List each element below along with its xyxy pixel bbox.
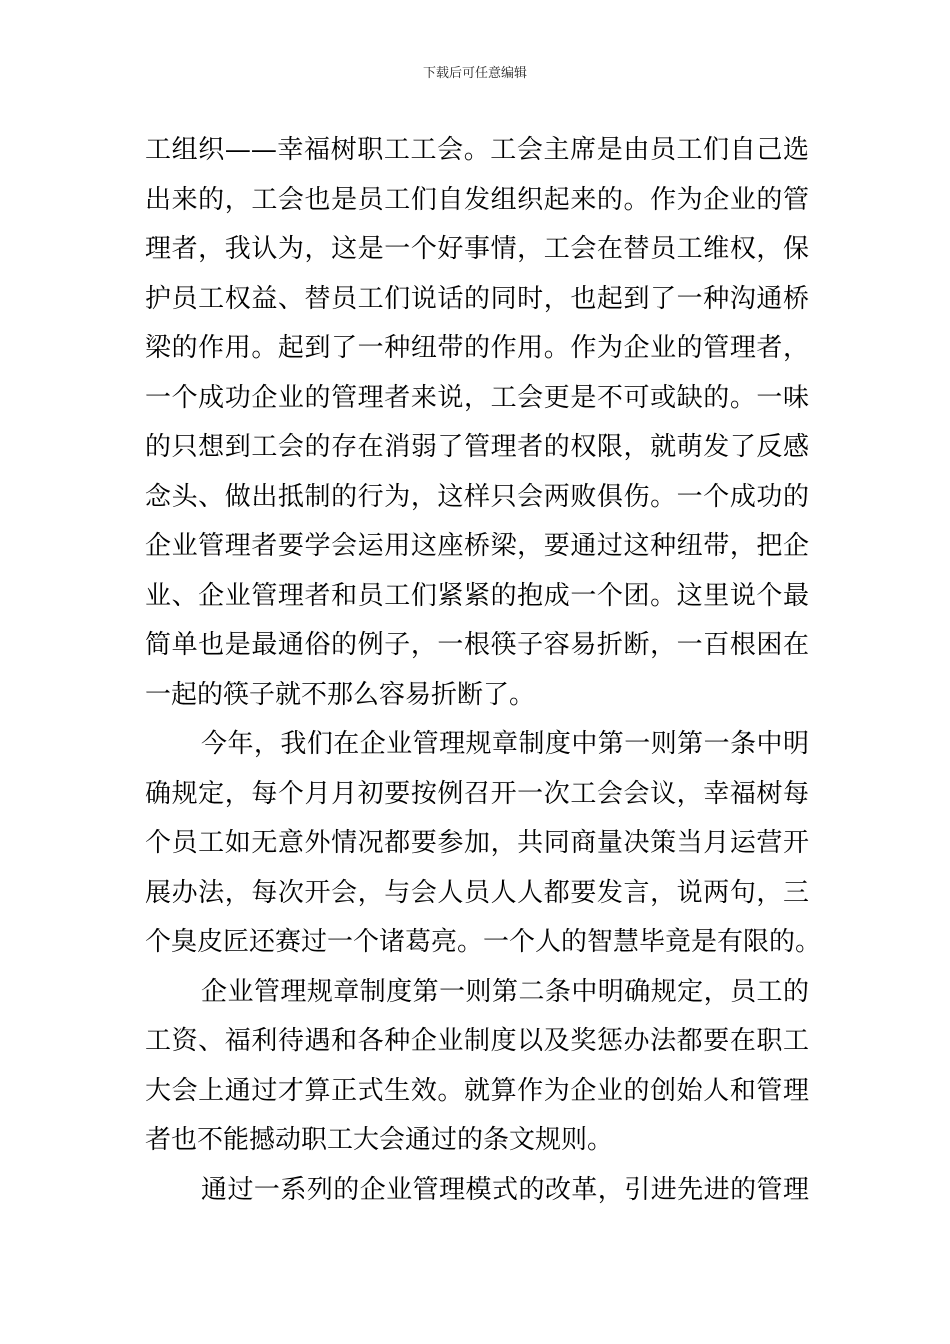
text-line: 梁的作用。起到了一种纽带的作用。作为企业的管理者，	[145, 333, 809, 363]
paragraph-2	[145, 720, 822, 968]
text-line: 的只想到工会的存在消弱了管理者的权限，就萌发了反感	[145, 432, 809, 462]
text-line: 企业管理者要学会运用这座桥梁，要通过这种纽带，把企	[145, 531, 809, 561]
text-line: 理者，我认为，这是一个好事情，工会在替员工维权，保	[145, 234, 809, 264]
paragraph-3	[145, 968, 809, 1166]
paragraph-1	[145, 126, 809, 720]
text-line: 工资、福利待遇和各种企业制度以及奖惩办法都要在职工	[145, 1026, 809, 1056]
text-line: 简单也是最通俗的例子，一根筷子容易折断，一百根困在	[145, 630, 809, 660]
text-line: 护员工权益、替员工们说话的同时，也起到了一种沟通桥	[145, 283, 809, 314]
page-header: 下载后可任意编辑	[422, 66, 527, 81]
paragraph-4	[145, 1166, 809, 1216]
text-line: 大会上通过才算正式生效。就算作为企业的创始人和管理	[145, 1075, 809, 1106]
text-line: 者也不能撼动职工大会通过的条文规则。	[145, 1125, 614, 1155]
body-text	[145, 126, 822, 1215]
text-line: 念头、做出抵制的行为，这样只会两败俱伤。一个成功的	[145, 481, 809, 512]
text-line: 通过一系列的企业管理模式的改革，引进先进的管理	[201, 1174, 809, 1205]
text-line: 工组织——幸福树职工工会。工会主席是由员工们自己选	[145, 135, 809, 165]
text-line: 个臭皮匠还赛过一个诸葛亮。一个人的智慧毕竟是有限的。	[145, 927, 822, 957]
text-line: 一起的筷子就不那么容易折断了。	[145, 679, 536, 710]
text-line: 一个成功企业的管理者来说，工会更是不可或缺的。一味	[145, 382, 809, 413]
text-line: 个员工如无意外情况都要参加，共同商量决策当月运营开	[145, 828, 809, 858]
text-line: 企业管理规章制度第一则第二条中明确规定，员工的	[201, 976, 809, 1007]
text-line: 出来的，工会也是员工们自发组织起来的。作为企业的管	[145, 184, 809, 215]
text-line: 展办法，每次开会，与会人员人人都要发言，说两句，三	[145, 877, 809, 908]
text-line: 今年，我们在企业管理规章制度中第一则第一条中明	[201, 729, 809, 759]
text-line: 确规定，每个月月初要按例召开一次工会会议，幸福树每	[145, 778, 809, 809]
text-line: 业、企业管理者和员工们紧紧的抱成一个团。这里说个最	[145, 580, 809, 611]
